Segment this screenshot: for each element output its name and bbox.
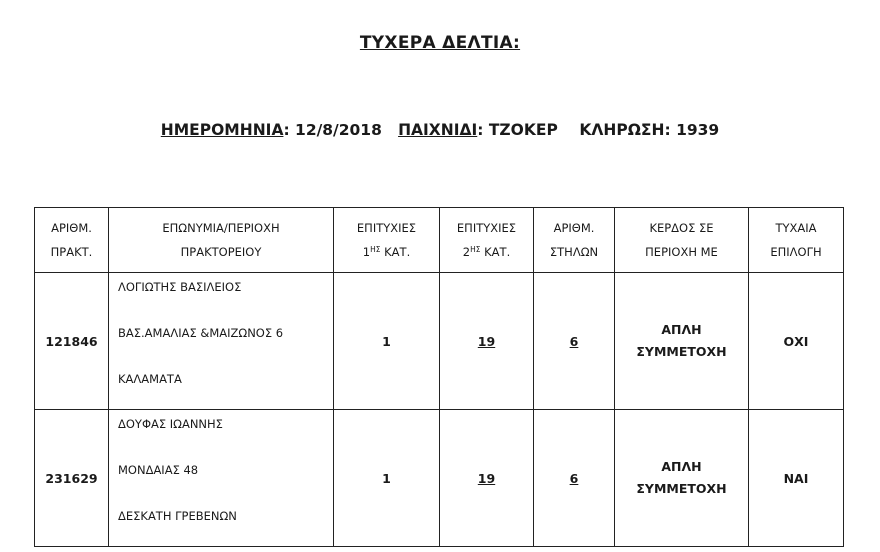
- header-agency-no: ΑΡΙΘΜ. ΠΡΑΚΤ.: [35, 208, 109, 273]
- header-profit: ΚΕΡΔΟΣ ΣΕ ΠΕΡΙΟΧΗ ΜΕ: [615, 208, 749, 273]
- wins-1st-cell: 1: [334, 273, 440, 410]
- header-wins-1st: ΕΠΙΤΥΧΙΕΣ $1^{H\Sigma}$ ΚΑΤ.: [334, 208, 440, 273]
- header-columns: ΑΡΙΘΜ. ΣΤΗΛΩΝ: [534, 208, 615, 273]
- date-label: ΗΜΕΡΟΜΗΝΙΑ: [160, 121, 284, 139]
- agency-address: ΜΟΝΔΑΙΑΣ 48: [118, 463, 199, 477]
- game-value: : ΤΖΟΚΕΡ: [477, 121, 558, 139]
- header-wins-2nd: ΕΠΙΤΥΧΙΕΣ $2^{H\Sigma}$ ΚΑΤ.: [440, 208, 534, 273]
- columns-link[interactable]: 6: [569, 333, 579, 349]
- wins-2nd-cell: [440, 410, 534, 547]
- profit-cell: ΑΠΛΗ ΣΥΜΜΕΤΟΧΗ: [615, 273, 749, 410]
- agency-name: ΔΟΥΦΑΣ ΙΩΑΝΝΗΣ: [118, 417, 223, 431]
- draw-info: [0, 121, 880, 139]
- agency-city: ΚΑΛΑΜΑΤΑ: [118, 372, 182, 386]
- page-title: [0, 33, 880, 53]
- winning-tickets-table: [34, 207, 844, 547]
- agency-no-cell: 121846: [35, 273, 109, 410]
- page-title-text: ΤΥΧΕΡΑ ΔΕΛΤΙΑ:: [359, 33, 521, 53]
- columns-cell: [534, 410, 615, 547]
- columns-link[interactable]: 6: [569, 470, 579, 486]
- agency-no-cell: 231629: [35, 410, 109, 547]
- wins-1st-cell: 1: [334, 410, 440, 547]
- table-row: [35, 273, 844, 410]
- draw-label: ΚΛΗΡΩΣΗ: [579, 121, 665, 139]
- header-agency-name: ΕΠΩΝΥΜΙΑ/ΠΕΡΙΟΧΗ ΠΡΑΚΤΟΡΕΙΟΥ: [109, 208, 334, 273]
- columns-cell: [534, 273, 615, 410]
- wins-2nd-link[interactable]: 19: [477, 333, 496, 349]
- agency-city: ΔΕΣΚΑΤΗ ΓΡΕΒΕΝΩΝ: [118, 509, 237, 523]
- wins-2nd-cell: [440, 273, 534, 410]
- agency-name: ΛΟΓΙΩΤΗΣ ΒΑΣΙΛΕΙΟΣ: [118, 280, 242, 294]
- agency-name-cell: [109, 273, 334, 410]
- agency-name-cell: [109, 410, 334, 547]
- table-row: [35, 410, 844, 547]
- header-random: ΤΥΧΑΙΑ ΕΠΙΛΟΓΗ: [749, 208, 844, 273]
- table-header-row: [35, 208, 844, 273]
- game-label: ΠΑΙΧΝΙΔΙ: [398, 121, 478, 139]
- random-cell: ΝΑΙ: [749, 410, 844, 547]
- random-cell: ΟΧΙ: [749, 273, 844, 410]
- profit-cell: ΑΠΛΗ ΣΥΜΜΕΤΟΧΗ: [615, 410, 749, 547]
- draw-value: : 1939: [664, 121, 720, 139]
- agency-address: ΒΑΣ.ΑΜΑΛΙΑΣ &ΜΑΙΖΩΝΟΣ 6: [118, 326, 284, 340]
- date-value: : 12/8/2018: [283, 121, 382, 139]
- wins-2nd-link[interactable]: 19: [477, 470, 496, 486]
